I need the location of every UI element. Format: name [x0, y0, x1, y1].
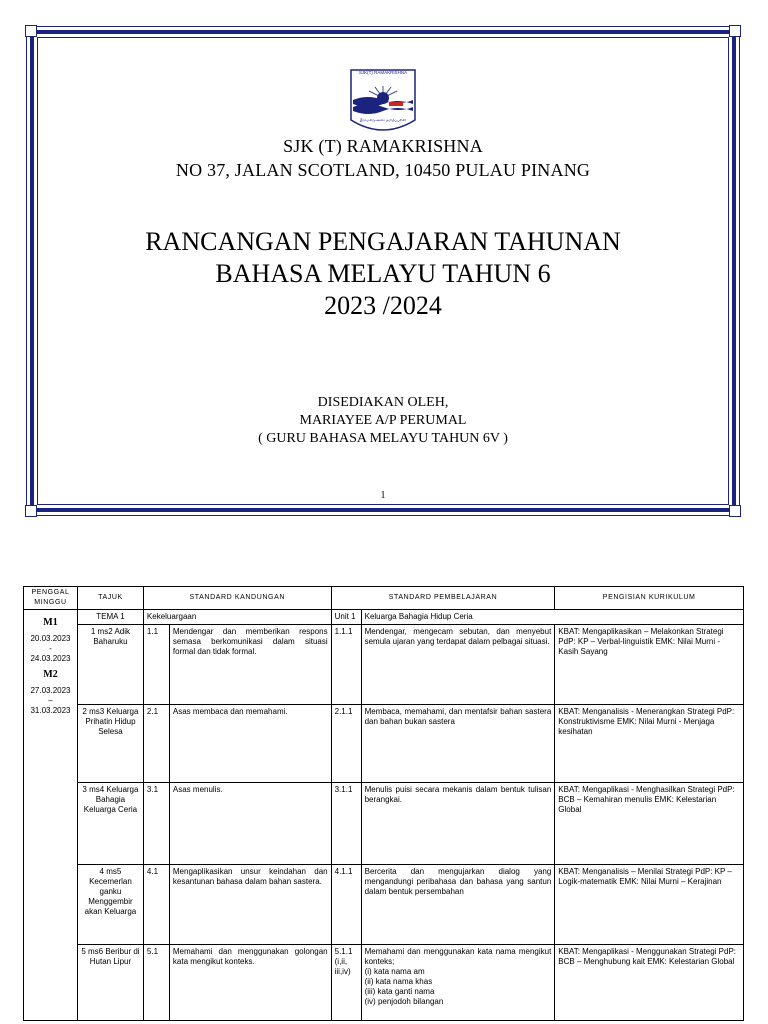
header-learning-standard: STANDARD PEMBELAJARAN [331, 587, 555, 610]
sp-number: 2.1.1 [331, 705, 361, 783]
corner-ornament [729, 505, 741, 517]
unit-name: Keluarga Bahagia Hidup Ceria [361, 610, 743, 625]
table-row [24, 783, 744, 865]
title-line-1: RANCANGAN PENGAJARAN TAHUNAN [145, 227, 621, 256]
topic-cell: 4 ms5 Kecemerlan ganku Menggembir akan Keluarga [77, 865, 143, 945]
header-content-standard: STANDARD KANDUNGAN [143, 587, 331, 610]
corner-ornament [25, 505, 37, 517]
prepared-label: DISEDIAKAN OLEH, [317, 395, 449, 410]
unit-label: Unit 1 [331, 610, 361, 625]
sk-number: 5.1 [143, 945, 169, 1021]
topic-cell: 3 ms4 Keluarga Bahagia Keluarga Ceria [77, 783, 143, 865]
curriculum-text: KBAT: Mengaplikasi - Menghasilkan Strategi PdP: BCB – Kemahiran menulis EMK: Kelestarian Global [555, 783, 744, 865]
school-name: SJK (T) RAMAKRISHNA [283, 136, 483, 156]
title-line-3: 2023 /2024 [324, 291, 442, 320]
week-m1-end: 24.03.2023 [30, 654, 71, 663]
corner-ornament [729, 25, 741, 37]
sk-number: 1.1 [143, 625, 169, 705]
header-curriculum: PENGISIAN KURIKULUM [555, 587, 744, 610]
week-m2: M2 [43, 669, 58, 680]
topic-cell: 5 ms6 Beribur di Hutan Lipur [77, 945, 143, 1021]
week-m1: M1 [43, 617, 58, 628]
header-title: TAJUK [77, 587, 143, 610]
sp-text: Memahami dan menggunakan kata nama mengikut konteks; [364, 947, 552, 966]
sp-text: Mendengar, mengecam sebutan, dan menyebut semula ujaran yang terdapat dalam pelbagai situasi. [361, 625, 555, 705]
week-cell [24, 610, 78, 1021]
sk-number: 4.1 [143, 865, 169, 945]
list-item: (i) kata nama am [364, 967, 425, 976]
curriculum-text: KBAT: Menganalisis – Menilai Strategi PdP: KP – Logik-matematik EMK: Nilai Murni – Kerajinan [555, 865, 744, 945]
curriculum-text: KBAT: Menganalisis - Menerangkan Strategi PdP: Konstruktivisme EMK: Nilai Murni - Menjaga kesihatan [555, 705, 744, 783]
prepared-by [22, 394, 744, 448]
logo-text-bottom: இராமகிருஷ்ணா தமிழ்ப்பள்ளி [359, 118, 407, 122]
theme-name: Kekeluargaan [143, 610, 331, 625]
sp-text-cell [361, 945, 555, 1021]
sk-number: 2.1 [143, 705, 169, 783]
topic-cell: 2 ms3 Keluarga Prihatin Hidup Selesa [77, 705, 143, 783]
corner-ornament [25, 25, 37, 37]
theme-row [24, 610, 744, 625]
page-number: 1 [380, 490, 386, 501]
table-header-row [24, 587, 744, 610]
header-week: PENGGAL MINGGU [24, 587, 78, 610]
list-item: (ii) kata nama khas [364, 977, 433, 986]
sk-number: 3.1 [143, 783, 169, 865]
sk-text: Memahami dan menggunakan golongan kata mengikut konteks. [169, 945, 331, 1021]
list-item: (iv) penjodoh bilangan [364, 997, 444, 1006]
teacher-role: ( GURU BAHASA MELAYU TAHUN 6V ) [258, 431, 508, 446]
sk-text: Asas membaca dan memahami. [169, 705, 331, 783]
sp-text: Membaca, memahami, dan mentafsir bahan sastera dan bahan bukan sastera [361, 705, 555, 783]
teacher-name: MARIAYEE A/P PERUMAL [299, 413, 467, 428]
table-row [24, 865, 744, 945]
sk-text: Mengaplikasikan unsur keindahan dan kesantunan bahasa dalam bahan sastera. [169, 865, 331, 945]
cover-page [22, 22, 744, 520]
sp-text: Bercerita dan mengujarkan dialog yang mengandungi peribahasa dan bahasa yang santun dalam bentuk persembahan [361, 865, 555, 945]
table-row [24, 945, 744, 1021]
logo-text-top: SJK(T) RAMAKRISHNA [358, 70, 408, 75]
list-item: (iii) kata ganti nama [364, 987, 435, 996]
week-m2-sep: – [48, 696, 53, 705]
document-title [22, 226, 744, 322]
sp-number: 4.1.1 [331, 865, 361, 945]
sp-list [365, 967, 552, 1007]
school-info [22, 134, 744, 182]
school-logo-icon [347, 64, 419, 140]
sk-text: Asas menulis. [169, 783, 331, 865]
sp-number: 5.1.1 (i,ii, iii,iv) [331, 945, 361, 1021]
school-address: NO 37, JALAN SCOTLAND, 10450 PULAU PINANG [175, 160, 591, 180]
topic-cell: 1 ms2 Adik Baharuku [77, 625, 143, 705]
curriculum-text: KBAT: Mengaplikasikan – Melakonkan Strategi PdP: KP – Verbal-linguistik EMK: Nilai Murni - Kasih Sayang [555, 625, 744, 705]
title-line-2: BAHASA MELAYU TAHUN 6 [215, 259, 551, 288]
table-row [24, 625, 744, 705]
sp-text: Menulis puisi secara mekanis dalam bentuk tulisan berangkai. [361, 783, 555, 865]
week-m1-start: 20.03.2023 [30, 634, 71, 643]
week-m2-end: 31.03.2023 [30, 706, 71, 715]
table-row [24, 705, 744, 783]
curriculum-text: KBAT: Mengaplikasi - Menggunakan Strategi PdP: BCB – Menghubung kait EMK: Kelestarian Global [555, 945, 744, 1021]
theme-label: TEMA 1 [77, 610, 143, 625]
sp-number: 1.1.1 [331, 625, 361, 705]
sp-number: 3.1.1 [331, 783, 361, 865]
week-m2-start: 27.03.2023 [30, 686, 71, 695]
sk-text: Mendengar dan memberikan respons semasa berkomunikasi dalam situasi formal dan tidak formal. [169, 625, 331, 705]
week-m1-sep: - [49, 644, 52, 653]
lesson-plan-table [23, 586, 744, 1021]
